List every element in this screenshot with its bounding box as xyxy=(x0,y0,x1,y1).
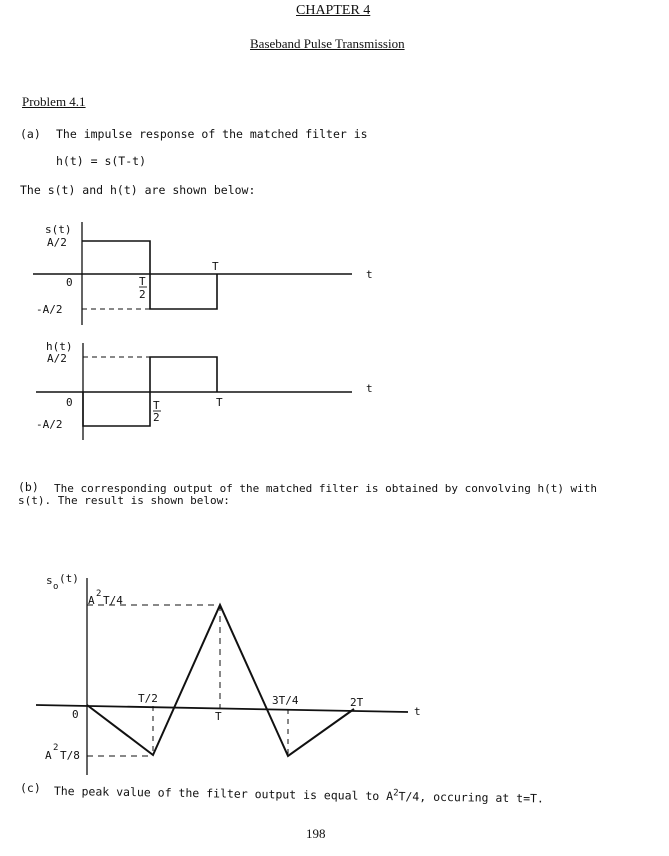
so-ylabel-s: s xyxy=(46,574,53,587)
part-c-label: (c) xyxy=(20,781,41,795)
chapter-subtitle: Baseband Pulse Transmission xyxy=(250,36,405,51)
s-half-num: T xyxy=(139,275,146,288)
so-2T-label: 2T xyxy=(350,696,364,709)
so-ylabel-sub: o xyxy=(53,582,59,592)
part-c-exp: 2 xyxy=(393,788,399,799)
s-ylabel: s(t) xyxy=(45,223,72,236)
part-c-text-before: The peak value of the filter output is equal to A xyxy=(53,783,394,804)
h-origin-label: 0 xyxy=(66,396,73,409)
so-T-label: T xyxy=(215,710,222,723)
so-peak-exp: 2 xyxy=(96,589,102,599)
so-peak-rest: T/4 xyxy=(103,594,123,607)
h-y-bottom-label: -A/2 xyxy=(36,418,63,431)
so-min-exp: 2 xyxy=(53,743,59,753)
so-peak-A: A xyxy=(88,594,95,607)
so-3q-label: 3T/4 xyxy=(272,694,299,707)
part-a-label: (a) xyxy=(20,127,41,141)
h-half-den: 2 xyxy=(153,411,160,424)
s-half-den: 2 xyxy=(139,288,146,301)
h-half-num: T xyxy=(153,399,160,412)
chapter-title: CHAPTER 4 xyxy=(296,3,371,18)
h-y-top-label: A/2 xyxy=(47,352,67,365)
s-origin-label: 0 xyxy=(66,276,73,289)
so-origin-label: 0 xyxy=(72,708,79,721)
so-t-half-label: T/2 xyxy=(138,692,158,705)
page-number: 198 xyxy=(306,826,326,841)
so-min-rest: T/8 xyxy=(60,749,80,762)
so-figure xyxy=(36,578,408,775)
part-b-line2: s(t). The result is shown below: xyxy=(18,494,230,507)
s-xlabel: t xyxy=(366,268,373,281)
s-y-bottom-label: -A/2 xyxy=(36,303,63,316)
so-min-A: A xyxy=(45,749,52,762)
part-a-followup: The s(t) and h(t) are shown below: xyxy=(20,183,256,197)
problem-title: Problem 4.1 xyxy=(22,94,86,109)
part-b-line1: The corresponding output of the matched filter is obtained by convolving h(t) with xyxy=(54,482,598,495)
s-y-top-label: A/2 xyxy=(47,236,67,249)
h-xlabel: t xyxy=(366,382,373,395)
so-ylabel-rest: (t) xyxy=(59,572,79,585)
h-ylabel: h(t) xyxy=(46,340,73,353)
h-figure xyxy=(36,343,352,440)
s-figure xyxy=(33,222,352,325)
part-b-label: (b) xyxy=(18,480,39,494)
part-a-equation: h(t) = s(T-t) xyxy=(56,154,147,168)
so-xlabel: t xyxy=(414,705,421,718)
part-a-text: The impulse response of the matched filter is xyxy=(56,127,368,141)
part-c-text-after: T/4, occuring at t=T. xyxy=(398,789,545,806)
s-waveform xyxy=(82,241,217,309)
h-T-label: T xyxy=(216,396,223,409)
s-T-label: T xyxy=(212,260,219,273)
